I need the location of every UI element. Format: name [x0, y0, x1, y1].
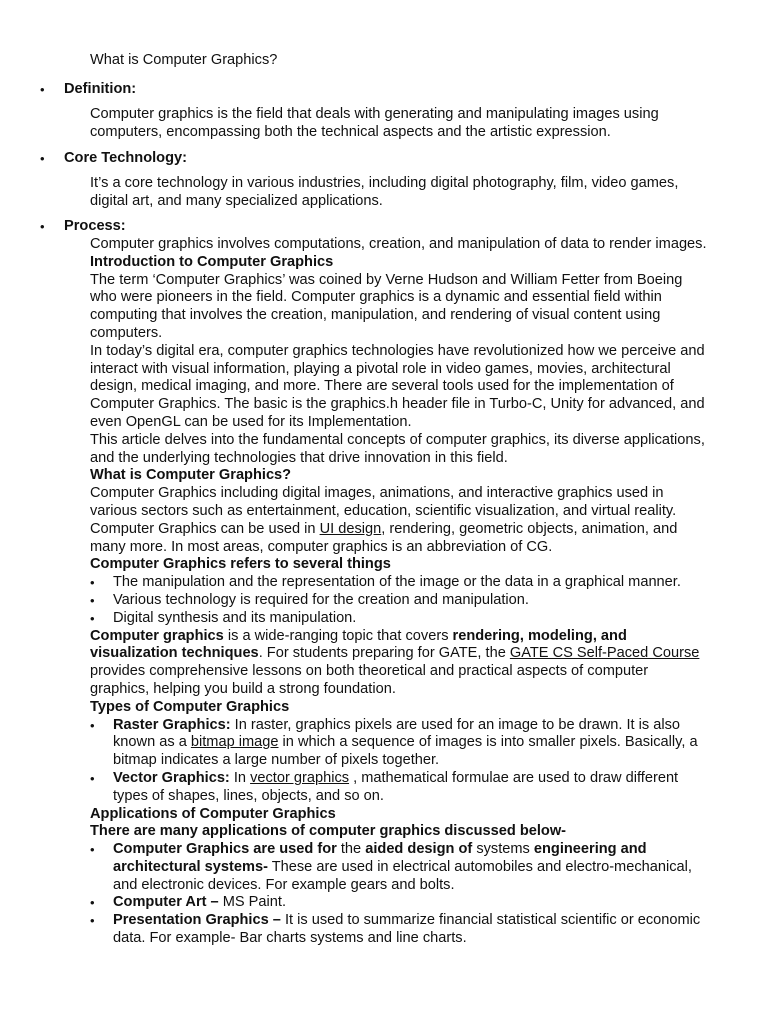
bullet-icon: •: [90, 592, 95, 608]
paragraph: The term ‘Computer Graphics’ was coined by Verne Hudson and William Fetter from Boeing who were pioneers in the field. Computer graphics is a dynamic and essential field within computing that involves the creation, manipulation, and rendering of visual content using computers.: [90, 271, 683, 341]
process-text: Computer graphics involves computations, creation, and manipulation of data to render images.: [90, 236, 707, 252]
bullet-label-core-technology: Core Technology:: [64, 150, 187, 166]
section-heading-refers: Computer Graphics refers to several things: [90, 556, 391, 573]
list-item: [90, 574, 710, 592]
text-run-bold: engineering and architectural systems-: [113, 841, 647, 875]
bullet-icon: •: [40, 82, 45, 97]
text-run-bold: aided design of: [365, 841, 473, 858]
list-item: [90, 717, 710, 770]
bullet-icon: •: [90, 895, 95, 911]
bullet-icon: •: [40, 219, 45, 234]
paragraph: [90, 628, 710, 699]
types-list: [90, 717, 710, 806]
bullet-icon: •: [90, 770, 95, 786]
text-run: These are used in electrical automobiles and electro-mechanical, and electronic devices. For example gears and bolts.: [113, 858, 692, 893]
paragraph: This article delves into the fundamental concepts of computer graphics, its diverse applications, and the underlying technologies that drive innovation in this field.: [90, 431, 705, 466]
text-run: systems: [472, 841, 534, 858]
text-run: , rendering, geometric objects, animation, and many more. In most areas, computer graphics is an abbreviation of CG.: [90, 520, 678, 555]
page-title: What is Computer Graphics?: [90, 52, 278, 68]
paragraph: [90, 521, 710, 557]
bullet-icon: •: [90, 610, 95, 626]
list-item: [90, 841, 710, 894]
section-heading-introduction: Introduction to Computer Graphics: [90, 253, 334, 270]
list-item: [90, 592, 710, 610]
bullet-icon: •: [90, 575, 95, 591]
text-run-bold: Computer graphics: [90, 627, 224, 644]
bullet-icon: •: [90, 842, 95, 858]
section-heading-applications: Applications of Computer Graphics: [90, 805, 336, 822]
paragraph: In today’s digital era, computer graphics technologies have revolutionized how we perceive and interact with visual information, playing a pivotal role in video games, movies, architectural design, medical imaging, and more. There are several tools used for the implementation of Computer Graphics. The basic is the graphics.h header file in Turbo-C, Unity for advanced, and even OpenGL can be used for its Implementation.: [90, 342, 705, 430]
ui-design-link[interactable]: UI design: [319, 520, 382, 537]
list-item-text: Digital synthesis and its manipulation.: [113, 609, 357, 626]
list-item: [90, 912, 710, 948]
bullet-icon: •: [90, 717, 95, 733]
text-run: It is used to summarize financial statistical scientific or economic data. For example- Bar charts systems and line charts.: [113, 912, 701, 947]
text-run-bold: Presentation Graphics –: [113, 912, 281, 929]
section-heading-types: Types of Computer Graphics: [90, 698, 290, 715]
text-run: in which a sequence of images is into smaller pixels. Basically, a bitmap indicates a large number of pixels together.: [113, 734, 698, 769]
list-item: [90, 894, 710, 912]
paragraph: Computer Graphics including digital images, animations, and interactive graphics used in various sectors such as entertainment, education, scientific visualization, and virtual reality.: [90, 485, 677, 519]
text-run-bold: Computer Art –: [113, 894, 219, 911]
refers-list: [90, 574, 710, 627]
applications-subheading: There are many applications of computer graphics discussed below-: [90, 823, 567, 840]
vector-graphics-link[interactable]: vector graphics: [250, 769, 350, 786]
text-run: MS Paint.: [218, 894, 287, 911]
bullet-icon: •: [90, 913, 95, 929]
article-body: [90, 236, 710, 948]
bitmap-image-link[interactable]: bitmap image: [190, 734, 279, 751]
text-run: . For students preparing for GATE, the: [258, 645, 510, 662]
text-run: Computer Graphics can be used in: [90, 520, 320, 537]
bullet-icon: •: [40, 151, 45, 166]
text-run-bold: Raster Graphics:: [113, 716, 231, 733]
text-run-bold: Computer Graphics are used for: [113, 841, 337, 858]
applications-list: [90, 841, 710, 948]
definition-text: Computer graphics is the field that deals with generating and manipulating images using computers, encompassing both the technical aspects and the artistic expression.: [90, 106, 659, 140]
bullet-label-process: Process:: [64, 218, 126, 234]
text-run-bold: Vector Graphics:: [113, 769, 230, 786]
core-technology-text: It’s a core technology in various industries, including digital photography, film, video games, digital art, and many specialized applications.: [90, 175, 679, 209]
text-run: , mathematical formulae are used to draw different types of shapes, lines, objects, and so on.: [113, 769, 679, 804]
text-run: In raster, graphics pixels are used for an image to be drawn. It is also known as a: [113, 716, 681, 751]
bullet-label-definition: Definition:: [64, 81, 137, 97]
text-run: In: [229, 769, 251, 786]
section-heading-what-is: What is Computer Graphics?: [90, 467, 292, 484]
text-run: is a wide-ranging topic that covers: [223, 627, 453, 644]
list-item: [90, 770, 710, 806]
list-item-text: The manipulation and the representation of the image or the data in a graphical manner.: [113, 574, 681, 591]
list-item: [90, 610, 710, 628]
text-run-bold: rendering, modeling, and visualization techniques: [90, 627, 627, 662]
text-run: the: [336, 841, 366, 858]
list-item-text: Various technology is required for the creation and manipulation.: [113, 591, 529, 608]
text-run: provides comprehensive lessons on both theoretical and practical aspects of computer graphics, helping you build a strong foundation.: [90, 663, 649, 697]
gate-course-link[interactable]: GATE CS Self-Paced Course: [509, 645, 700, 662]
